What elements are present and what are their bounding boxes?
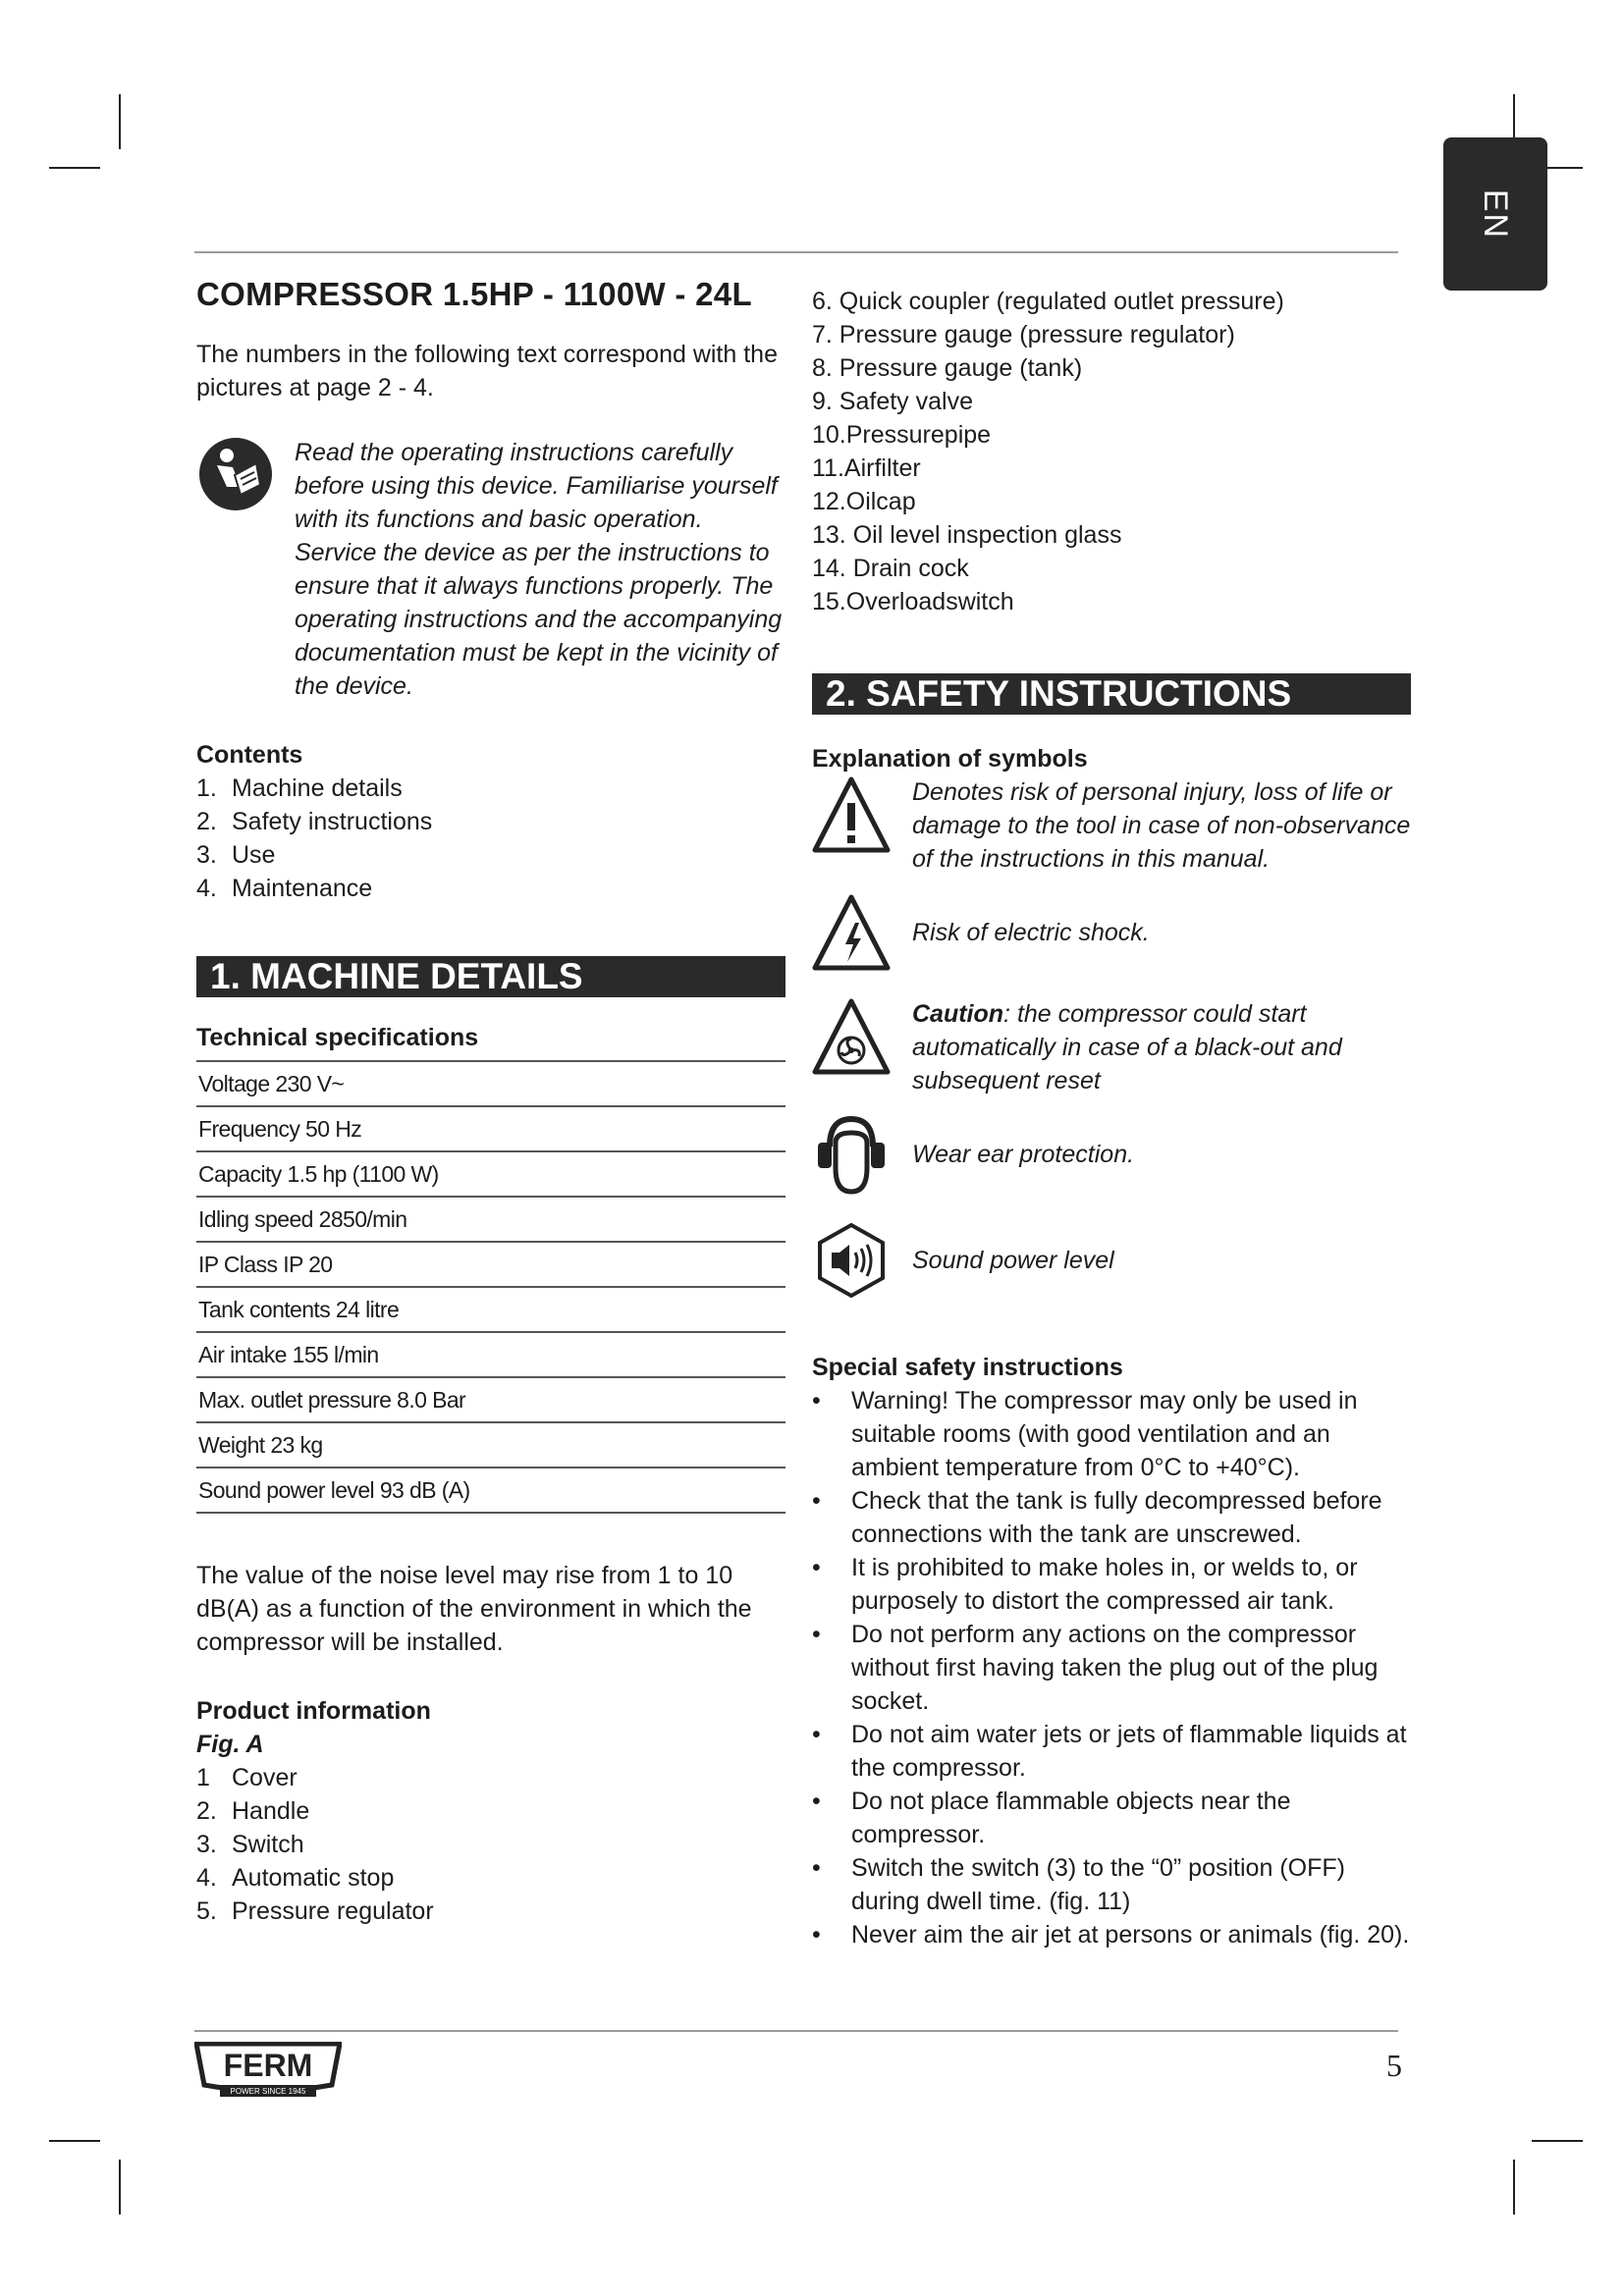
symbol-row: [812, 1221, 1411, 1300]
symbol-description: [912, 997, 1411, 1097]
symbol-description: Sound power level: [912, 1247, 1114, 1274]
part-item: 14. Drain cock: [812, 555, 969, 582]
footer-rule: [194, 2030, 1398, 2032]
symbols-heading: Explanation of symbols: [812, 745, 1088, 773]
header-rule: [194, 251, 1398, 253]
contents-item-label: Machine details: [232, 774, 403, 802]
parts-list-left: [196, 1761, 785, 1928]
ear-protection-icon: [812, 1113, 891, 1196]
safety-bullet: • Do not place flammable objects near the compressor.: [812, 1785, 1411, 1851]
spec-row: Sound power level 93 dB (A): [196, 1468, 785, 1514]
spec-row: Weight 23 kg: [196, 1423, 785, 1468]
caution-text: : the compressor could start automatically in case of a black-out and subsequent reset: [912, 1000, 1342, 1095]
part-label: Pressure regulator: [232, 1897, 434, 1925]
tech-specs-heading: Technical specifications: [196, 1024, 479, 1051]
contents-list: [196, 772, 785, 905]
symbol-description: Risk of electric shock.: [912, 919, 1150, 946]
symbol-row: [812, 1113, 1411, 1196]
language-tab-label: EN: [1477, 188, 1515, 240]
part-number: 2.: [196, 1797, 217, 1825]
spec-row: Tank contents 24 litre: [196, 1288, 785, 1333]
read-manual-note: [196, 436, 785, 703]
noise-level-note: The value of the noise level may rise from 1 to 10 dB(A) as a function of the environment in which the compressor will be installed.: [196, 1562, 752, 1656]
intro-text: The numbers in the following text correspond with the pictures at page 2 - 4.: [196, 341, 778, 401]
spec-row: Idling speed 2850/min: [196, 1198, 785, 1243]
language-tab: [1443, 137, 1547, 291]
part-number: 5.: [196, 1897, 217, 1925]
spec-row: IP Class IP 20: [196, 1243, 785, 1288]
safety-bullet: • Do not perform any actions on the compressor without first having taken the plug out of the plug socket.: [812, 1618, 1411, 1718]
product-info-heading: Product information: [196, 1697, 431, 1725]
symbol-row: [812, 997, 1411, 1097]
part-label: Switch: [232, 1831, 304, 1858]
crop-mark: [119, 2160, 121, 2215]
logo-wordmark: FERM: [223, 2048, 313, 2083]
safety-bullet: • Switch the switch (3) to the “0” position (OFF) during dwell time. (fig. 11): [812, 1851, 1411, 1918]
logo-tagline: POWER SINCE 1945: [230, 2087, 306, 2096]
part-item: 10.Pressurepipe: [812, 421, 992, 449]
right-column: [812, 285, 1411, 1951]
contents-heading: Contents: [196, 741, 303, 769]
contents-item-number: 4.: [196, 875, 217, 902]
caution-label: Caution: [912, 1000, 1004, 1028]
part-label: Automatic stop: [232, 1864, 395, 1892]
contents-item: [196, 805, 785, 838]
safety-bullet-list: [812, 1384, 1411, 1951]
section-heading-machine-details: 1. MACHINE DETAILS: [196, 956, 785, 997]
symbol-row: [812, 893, 1411, 972]
warning-triangle-icon: [812, 775, 891, 854]
part-item: 8. Pressure gauge (tank): [812, 354, 1083, 382]
part-item: 7. Pressure gauge (pressure regulator): [812, 321, 1235, 348]
contents-item-label: Use: [232, 841, 276, 869]
electric-shock-icon: [812, 893, 891, 972]
ferm-logo: [194, 2042, 342, 2099]
tech-specs-table: [196, 1060, 785, 1514]
part-number: 4.: [196, 1864, 217, 1892]
contents-item: [196, 838, 785, 872]
part-label: Handle: [232, 1797, 310, 1825]
contents-item: [196, 772, 785, 805]
symbol-description: Wear ear protection.: [912, 1141, 1135, 1168]
auto-start-fan-icon: [812, 997, 891, 1076]
section-heading-safety-instructions: 2. SAFETY INSTRUCTIONS: [812, 673, 1411, 715]
spec-row: Voltage 230 V~: [196, 1062, 785, 1107]
parts-list-right: [812, 285, 1411, 618]
symbol-description: Denotes risk of personal injury, loss of life or damage to the tool in case of non-observance of the instructions in this manual.: [912, 778, 1411, 873]
contents-item-label: Maintenance: [232, 875, 373, 902]
part-item: 9. Safety valve: [812, 388, 973, 415]
page-title: COMPRESSOR 1.5HP - 1100W - 24L: [196, 276, 752, 312]
part-item: 12.Oilcap: [812, 488, 916, 515]
read-manual-text: Read the operating instructions carefully before using this device. Familiarise yourself with its functions and basic operation. Service the device as per the instructions to ensure that it always functions properly. The operating instructions and the accompanying documentation must be kept in the vicinity of the device.: [295, 439, 783, 700]
page-number: 5: [1386, 2048, 1402, 2083]
part-item: 15.Overloadswitch: [812, 588, 1014, 615]
part-item: 13. Oil level inspection glass: [812, 521, 1122, 549]
contents-item-label: Safety instructions: [232, 808, 433, 835]
crop-mark: [1513, 2160, 1515, 2215]
figure-label: Fig. A: [196, 1731, 264, 1758]
part-item: 6. Quick coupler (regulated outlet pressure): [812, 288, 1284, 315]
read-manual-icon: [196, 436, 275, 703]
special-safety-heading: Special safety instructions: [812, 1354, 1123, 1381]
left-column: [196, 275, 785, 1928]
symbol-row: [812, 775, 1411, 876]
crop-mark: [49, 167, 100, 169]
contents-item-number: 1.: [196, 774, 217, 802]
part-item: [196, 1828, 785, 1861]
part-item: [196, 1895, 785, 1928]
part-item: 11.Airfilter: [812, 454, 921, 482]
part-item: [196, 1861, 785, 1895]
part-item: [196, 1761, 785, 1794]
crop-mark: [119, 94, 121, 149]
spec-row: Max. outlet pressure 8.0 Bar: [196, 1378, 785, 1423]
safety-bullet: • Check that the tank is fully decompressed before connections with the tank are unscrewed.: [812, 1484, 1411, 1551]
part-label: Cover: [232, 1764, 298, 1791]
part-item: [196, 1794, 785, 1828]
contents-item-number: 2.: [196, 808, 217, 835]
spec-row: Capacity 1.5 hp (1100 W): [196, 1152, 785, 1198]
safety-bullet: • Do not aim water jets or jets of flammable liquids at the compressor.: [812, 1718, 1411, 1785]
contents-item-number: 3.: [196, 841, 217, 869]
crop-mark: [49, 2140, 100, 2142]
spec-row: Air intake 155 l/min: [196, 1333, 785, 1378]
safety-bullet: • Never aim the air jet at persons or animals (fig. 20).: [812, 1918, 1411, 1951]
contents-item: [196, 872, 785, 905]
safety-bullet: • It is prohibited to make holes in, or welds to, or purposely to distort the compressed air tank.: [812, 1551, 1411, 1618]
safety-bullet: • Warning! The compressor may only be used in suitable rooms (with good ventilation and an ambient temperature from 0°C to +40°C).: [812, 1384, 1411, 1484]
part-number: 1: [196, 1764, 210, 1791]
part-number: 3.: [196, 1831, 217, 1858]
crop-mark: [1532, 2140, 1583, 2142]
spec-row: Frequency 50 Hz: [196, 1107, 785, 1152]
sound-power-icon: [812, 1221, 891, 1300]
